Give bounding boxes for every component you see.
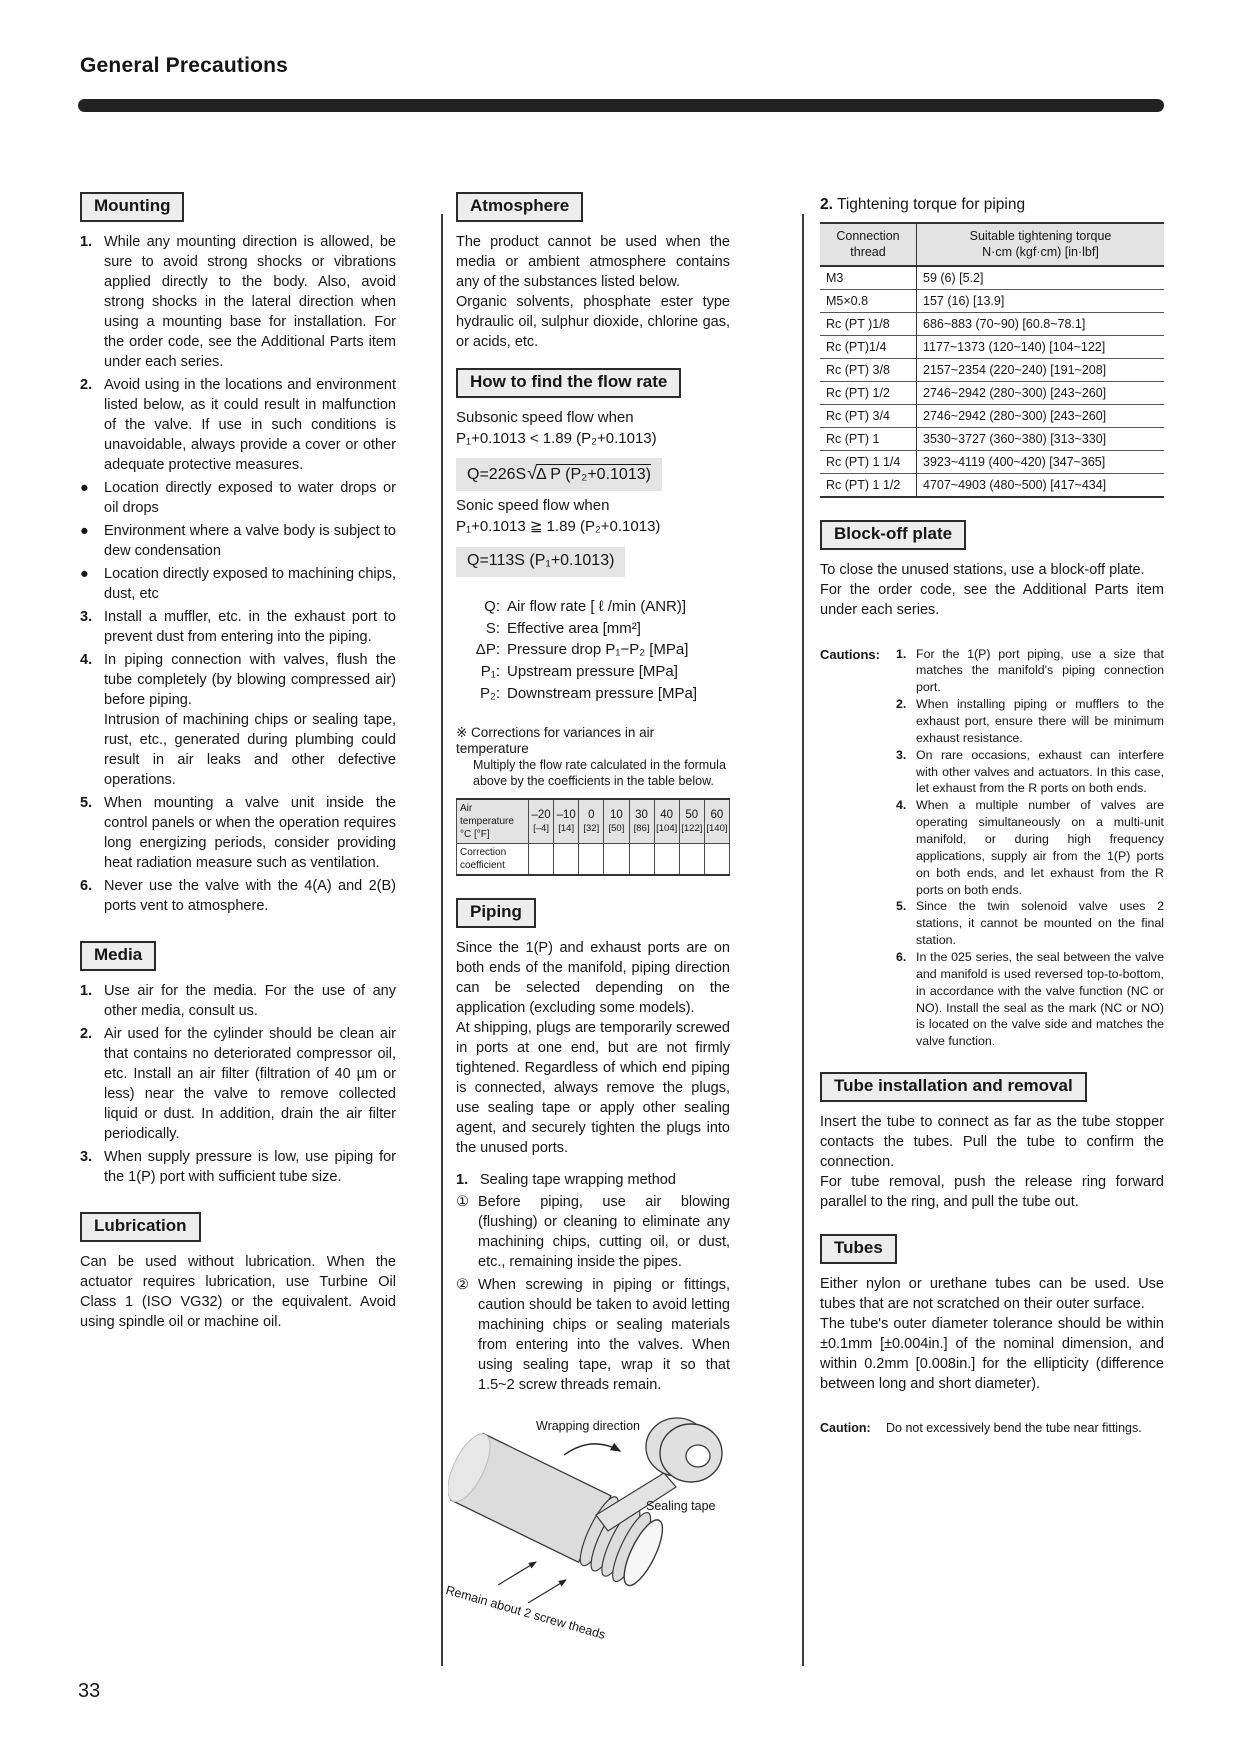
caution-item-text: In the 025 series, the seal between the valve and manifold is used reversed top-to-bottom, in accordance with the valve function (NC or NO). Install the seal as the mark (NC or NO) is located on the valve side and matches the valve function. — [916, 949, 1164, 1049]
torque-table-row — [820, 404, 1164, 427]
list-item-text: While any mounting direction is allowed, be sure to avoid strong shocks or vibrations applied directly to the body. Also, avoid strong shocks in the lateral direction when using a mounting base for installation. For the order code, see the Additional Parts item under each series. — [104, 234, 396, 370]
definition-text: Upstream pressure [MPa] — [507, 663, 678, 680]
temp-table-coef-cell — [704, 844, 729, 876]
torque-table-row — [820, 427, 1164, 450]
section-heading-lubrication: Lubrication — [80, 1212, 201, 1242]
definition-text: Effective area [mm²] — [507, 619, 641, 637]
page-title: General Precautions — [80, 54, 289, 77]
formula-definitions — [456, 596, 730, 705]
list-item-text: Avoid using in the locations and environment listed below, as it could result in malfunction of the valve. If use in such conditions is unavoidable, always provide a cover or other adequate protective measures. — [104, 377, 396, 473]
temp-table-temp-cell: 0 [32] — [579, 799, 604, 844]
caution-item — [896, 898, 1164, 949]
formula-radicand: Δ P (P₂+0.1013) — [536, 466, 651, 484]
page-number: 33 — [78, 1680, 101, 1702]
piping-paragraph-1: Since the 1(P) and exhaust ports are on both ends of the manifold, piping direction can be selected depending on the application (excluding some models). — [456, 940, 730, 1016]
torque-thread-cell: Rc (PT) 1 — [820, 427, 917, 450]
list-marker: 1. — [456, 1172, 469, 1188]
circled-number-marker: ① — [456, 1194, 469, 1210]
column-divider-right — [802, 214, 804, 1666]
formula-prefix: Q=226S — [467, 466, 527, 484]
torque-thread-cell: Rc (PT )1/8 — [820, 312, 917, 335]
torque-value-cell: 3530~3727 (360~380) [313~330] — [917, 427, 1165, 450]
temp-table-temp-cell: 40 [104] — [654, 799, 679, 844]
circled-number-marker: ② — [456, 1277, 469, 1293]
sealing-tape-method-item — [456, 1170, 730, 1190]
sonic-formula: Q=113S (P₁+0.1013) — [456, 547, 625, 577]
torque-thread-cell: Rc (PT) 1 1/4 — [820, 450, 917, 473]
definition-row — [456, 661, 730, 683]
torque-table-row — [820, 473, 1164, 497]
mounting-list-item — [80, 793, 396, 873]
list-marker: ● — [80, 480, 89, 496]
list-item-text: Location directly exposed to water drops or oil drops — [104, 480, 396, 516]
definition-symbol: ΔP: — [475, 641, 500, 659]
caution-item — [896, 747, 1164, 798]
temp-table-coef-cell — [529, 844, 554, 876]
list-item-text: Use air for the media. For the use of any other media, consult us. — [104, 983, 396, 1019]
temp-table-temp-cell: 50 [122] — [679, 799, 704, 844]
list-marker: 1. — [80, 234, 93, 250]
torque-section-title — [820, 196, 1164, 214]
list-item-text: Location directly exposed to machining chips, dust, etc — [104, 566, 396, 602]
torque-title-number: 2. — [820, 196, 833, 213]
remain-leader-arrow-2 — [528, 1580, 566, 1603]
sealing-tape-roll — [646, 1418, 722, 1482]
temp-table-temp-cell: 30 [86] — [629, 799, 654, 844]
media-list-item — [80, 981, 396, 1021]
tube-bend-caution — [820, 1420, 1164, 1437]
mounting-list-item — [80, 521, 396, 561]
torque-thread-cell: Rc (PT) 1/2 — [820, 381, 917, 404]
list-item-text: Install a muffler, etc. in the exhaust port to prevent dust from entering into the piping. — [104, 609, 396, 645]
temp-table-coef-cell — [554, 844, 579, 876]
list-marker: 2. — [80, 1026, 93, 1042]
caution-item-text: When a multiple number of valves are operating simultaneously on a multi-unit manifold, or during high frequency applications, supply air from the 1(P) ports on both ends, and let exhaust from the R ports on both ends. — [916, 798, 1164, 897]
torque-thread-cell: Rc (PT)1/4 — [820, 335, 917, 358]
temp-table-coef-cell — [679, 844, 704, 876]
temp-table-temp-cell: –10 [14] — [554, 799, 579, 844]
column-right — [820, 192, 1164, 1437]
section-heading-atmosphere: Atmosphere — [456, 192, 583, 222]
list-item-text: Environment where a valve body is subject to dew condensation — [104, 523, 396, 559]
caution-item-number: 6. — [896, 949, 907, 964]
section-heading-flow-rate: How to find the flow rate — [456, 368, 681, 398]
subsonic-condition: P₁+0.1013 < 1.89 (P₂+0.1013) — [456, 429, 657, 447]
definition-symbol: P₂: — [480, 684, 500, 702]
section-heading-mounting: Mounting — [80, 192, 184, 222]
torque-table-header-row — [820, 223, 1164, 266]
mounting-list-item — [80, 478, 396, 518]
torque-value-cell: 1177~1373 (120~140) [104~122] — [917, 335, 1165, 358]
torque-title-text: Tightening torque for piping — [836, 196, 1026, 213]
mounting-list-item — [80, 232, 396, 372]
column-divider-left — [441, 214, 443, 1666]
list-marker: ● — [80, 566, 89, 582]
caution-item-text: On rare occasions, exhaust can interfere with other valves and actuators. In this case, let exhaust from the R ports on both ends. — [916, 747, 1164, 796]
piping-paragraph-2: At shipping, plugs are temporarily screwed in ports at one end, but are not firmly tightened. Regardless of which end piping is connected, always remove the plugs, use sealing tape or apply other sealing agent, and securely tighten the plugs into the unused ports. — [456, 1020, 730, 1156]
list-item-text: When supply pressure is low, use piping for the 1(P) port with sufficient tube size. — [104, 1149, 396, 1185]
sealing-tape-steps — [456, 1192, 730, 1395]
mounting-list-item — [80, 564, 396, 604]
subsonic-formula — [456, 458, 662, 491]
torque-header-thread: Connection thread — [820, 223, 917, 266]
temp-table-header-row — [457, 799, 730, 844]
torque-value-cell: 3923~4119 (400~420) [347~365] — [917, 450, 1165, 473]
mounting-list-item — [80, 375, 396, 475]
torque-thread-cell: M5×0.8 — [820, 289, 917, 312]
torque-value-cell: 2157~2354 (220~240) [191~208] — [917, 358, 1165, 381]
step-text: Before piping, use air blowing (flushing) or cleaning to eliminate any machining chips, cutting oil, or dust, etc., remaining inside the pipes. — [478, 1194, 730, 1270]
tightening-torque-table — [820, 222, 1164, 498]
media-list — [80, 981, 396, 1187]
list-marker: 3. — [80, 1149, 93, 1165]
tube-install-paragraph-2: For tube removal, push the release ring forward parallel to the ring, and pull the tube out. — [820, 1174, 1164, 1211]
definition-row — [456, 683, 730, 705]
tube-install-paragraph-1: Insert the tube to connect as far as the tube stopper contacts the tubes. Pull the tube to confirm the connection. — [820, 1114, 1164, 1171]
torque-value-cell: 59 (6) [5.2] — [917, 266, 1165, 290]
cautions-label: Cautions: — [820, 646, 880, 662]
torque-value-cell: 2746~2942 (280~300) [243~260] — [917, 404, 1165, 427]
mounting-list-item — [80, 607, 396, 647]
air-temperature-correction-table — [456, 798, 730, 876]
torque-table-row — [820, 450, 1164, 473]
section-heading-media: Media — [80, 941, 156, 971]
list-marker: 1. — [80, 983, 93, 999]
definition-row — [456, 639, 730, 661]
torque-table-row — [820, 358, 1164, 381]
caution-item-number: 3. — [896, 747, 907, 762]
temp-table-coef-label: Correction coefficient — [457, 844, 529, 876]
caution-item-number: 2. — [896, 697, 907, 712]
torque-thread-cell: Rc (PT) 3/8 — [820, 358, 917, 381]
torque-table-row — [820, 381, 1164, 404]
media-list-item — [80, 1147, 396, 1187]
title-underline-bar — [78, 99, 1164, 112]
caution-item-number: 1. — [896, 646, 907, 661]
caution-item — [896, 949, 1164, 1050]
tubes-paragraph-2: The tube's outer diameter tolerance should be within ±0.1mm [±0.004in.] of the nominal dimension, and within 0.2mm [0.008in.] for the ellipticity (difference between long and short diameter). — [820, 1316, 1164, 1393]
section-heading-tubes: Tubes — [820, 1234, 897, 1264]
torque-table-row — [820, 335, 1164, 358]
mounting-list-item — [80, 650, 396, 790]
atmosphere-paragraph-2: Organic solvents, phosphate ester type hydraulic oil, sulphur dioxide, chlorine gas, or acids, etc. — [456, 294, 730, 350]
lubrication-paragraph: Can be used without lubrication. When the actuator requires lubrication, use Turbine Oil Class 1 (ISO VG32) or the equivalent. Avoid using spindle oil or machine oil. — [80, 1254, 396, 1330]
list-marker: 6. — [80, 878, 93, 894]
cautions-block — [820, 646, 1164, 1051]
caution-item — [896, 696, 1164, 747]
caution-text: Do not excessively bend the tube near fittings. — [886, 1421, 1142, 1436]
torque-value-cell: 686~883 (70~90) [60.8~78.1] — [917, 312, 1165, 335]
note-title: ※ Corrections for variances in air temperature — [456, 724, 655, 756]
mounting-list-item — [80, 876, 396, 916]
mounting-list — [80, 232, 396, 916]
list-marker: ● — [80, 523, 89, 539]
torque-value-cell: 4707~4903 (480~500) [417~434] — [917, 473, 1165, 497]
list-item-text: When mounting a valve unit inside the control panels or when the operation requires long energizing periods, consider providing heat radiation measure such as ventilation. — [104, 795, 396, 871]
caution-item — [896, 646, 1164, 697]
sealing-tape-step — [456, 1192, 730, 1272]
tubes-paragraph-1: Either nylon or urethane tubes can be used. Use tubes that are not scratched on their outer surface. — [820, 1276, 1164, 1313]
definition-symbol: Q: — [484, 597, 500, 615]
caution-item — [896, 797, 1164, 898]
wrapping-direction-arrow — [564, 1444, 620, 1455]
definition-row — [456, 596, 730, 618]
list-item-text: Never use the valve with the 4(A) and 2(B) ports vent to atmosphere. — [104, 878, 396, 914]
section-heading-tube-installation: Tube installation and removal — [820, 1072, 1087, 1102]
temp-table-temp-cell: –20 [–4] — [529, 799, 554, 844]
wrapping-direction-label: Wrapping direction — [536, 1419, 640, 1433]
torque-table-row — [820, 312, 1164, 335]
sqrt-icon: √ — [527, 463, 538, 484]
sonic-condition-label: Sonic speed flow when — [456, 497, 610, 515]
step-text: When screwing in piping or fittings, caution should be taken to avoid letting machining chips or sealing materials from entering into the valves. When using sealing tape, wrap it so that 1.5~2 screw threads remain. — [478, 1277, 730, 1393]
definition-text: Downstream pressure [MPa] — [507, 684, 698, 702]
sonic-condition: P₁+0.1013 ≧ 1.89 (P₂+0.1013) — [456, 518, 661, 536]
blockoff-paragraph-1: To close the unused stations, use a block-off plate. — [820, 561, 1145, 578]
blockoff-paragraph-2: For the order code, see the Additional Parts item under each series. — [820, 581, 1164, 618]
definition-text: Air flow rate [ ℓ /min (ANR)] — [507, 597, 687, 615]
torque-value-cell: 2746~2942 (280~300) [243~260] — [917, 381, 1165, 404]
torque-table-row — [820, 266, 1164, 290]
definition-symbol: S: — [485, 619, 500, 637]
column-middle — [444, 192, 730, 1643]
caution-item-number: 5. — [896, 899, 907, 914]
definition-row — [456, 618, 730, 640]
sealing-tape-method-label: Sealing tape wrapping method — [480, 1172, 676, 1188]
definition-text: Pressure drop P₁−P₂ [MPa] — [507, 641, 689, 659]
caution-item-text: For the 1(P) port piping, use a size that matches the manifold's piping connection port. — [916, 646, 1164, 695]
list-marker: 5. — [80, 795, 93, 811]
list-marker: 4. — [80, 652, 93, 668]
torque-value-cell: 157 (16) [13.9] — [917, 289, 1165, 312]
note-body: Multiply the flow rate calculated in the formula above by the coefficients in the table below. — [473, 757, 726, 788]
list-item-text: Air used for the cylinder should be clean air that contains no deteriorated compressor oil, etc. Install an air filter (filtration of 40 µm or less) near the valve to remove collected liquid or dust. In addition, drain the air filter periodically. — [104, 1026, 396, 1142]
atmosphere-paragraph-1: The product cannot be used when the media or ambient atmosphere contains any of the substances listed below. — [456, 234, 730, 290]
section-heading-piping: Piping — [456, 898, 536, 928]
caution-item-text: Since the twin solenoid valve uses 2 stations, it cannot be mounted on the final station. — [916, 899, 1164, 948]
caution-item-text: When installing piping or mufflers to the exhaust port, ensure there will be minimum exhaust resistance. — [916, 697, 1164, 745]
temperature-correction-note — [456, 725, 730, 790]
caution-label: Caution: — [820, 1421, 871, 1436]
sealing-tape-label: Sealing tape — [646, 1499, 716, 1513]
temp-table-coef-cell — [654, 844, 679, 876]
torque-thread-cell: Rc (PT) 3/4 — [820, 404, 917, 427]
temp-table-temp-cell: 60 [140] — [704, 799, 729, 844]
list-item-text-2: Intrusion of machining chips or sealing tape, rust, etc., generated during plumbing could result in air leaks and other defective operations. — [104, 712, 396, 788]
temp-table-coefficient-row — [457, 844, 730, 876]
subsonic-condition-label: Subsonic speed flow when — [456, 409, 634, 426]
caution-item-number: 4. — [896, 798, 907, 813]
torque-table-row — [820, 289, 1164, 312]
temp-table-coef-cell — [629, 844, 654, 876]
column-left — [80, 192, 396, 1332]
temp-table-temp-cell: 10 [50] — [604, 799, 629, 844]
section-heading-blockoff-plate: Block-off plate — [820, 520, 966, 550]
remain-leader-arrow-1 — [498, 1562, 536, 1585]
sealing-tape-wrapping-diagram — [444, 1405, 748, 1643]
temp-table-coef-cell — [579, 844, 604, 876]
media-list-item — [80, 1024, 396, 1144]
torque-thread-cell: M3 — [820, 266, 917, 290]
list-item-text: In piping connection with valves, flush the tube completely (by blowing compressed air) before piping. — [104, 652, 396, 708]
list-marker: 2. — [80, 377, 93, 393]
list-marker: 3. — [80, 609, 93, 625]
torque-header-torque: Suitable tightening torque N·cm (kgf·cm) [in·lbf] — [917, 223, 1165, 266]
temp-table-label-cell: Air temperature °C [°F] — [457, 799, 529, 844]
sealing-tape-step — [456, 1275, 730, 1395]
torque-thread-cell: Rc (PT) 1 1/2 — [820, 473, 917, 497]
remain-threads-label: Remain about 2 screw theads — [444, 1583, 607, 1643]
definition-symbol: P₁: — [480, 663, 500, 680]
temp-table-coef-cell — [604, 844, 629, 876]
